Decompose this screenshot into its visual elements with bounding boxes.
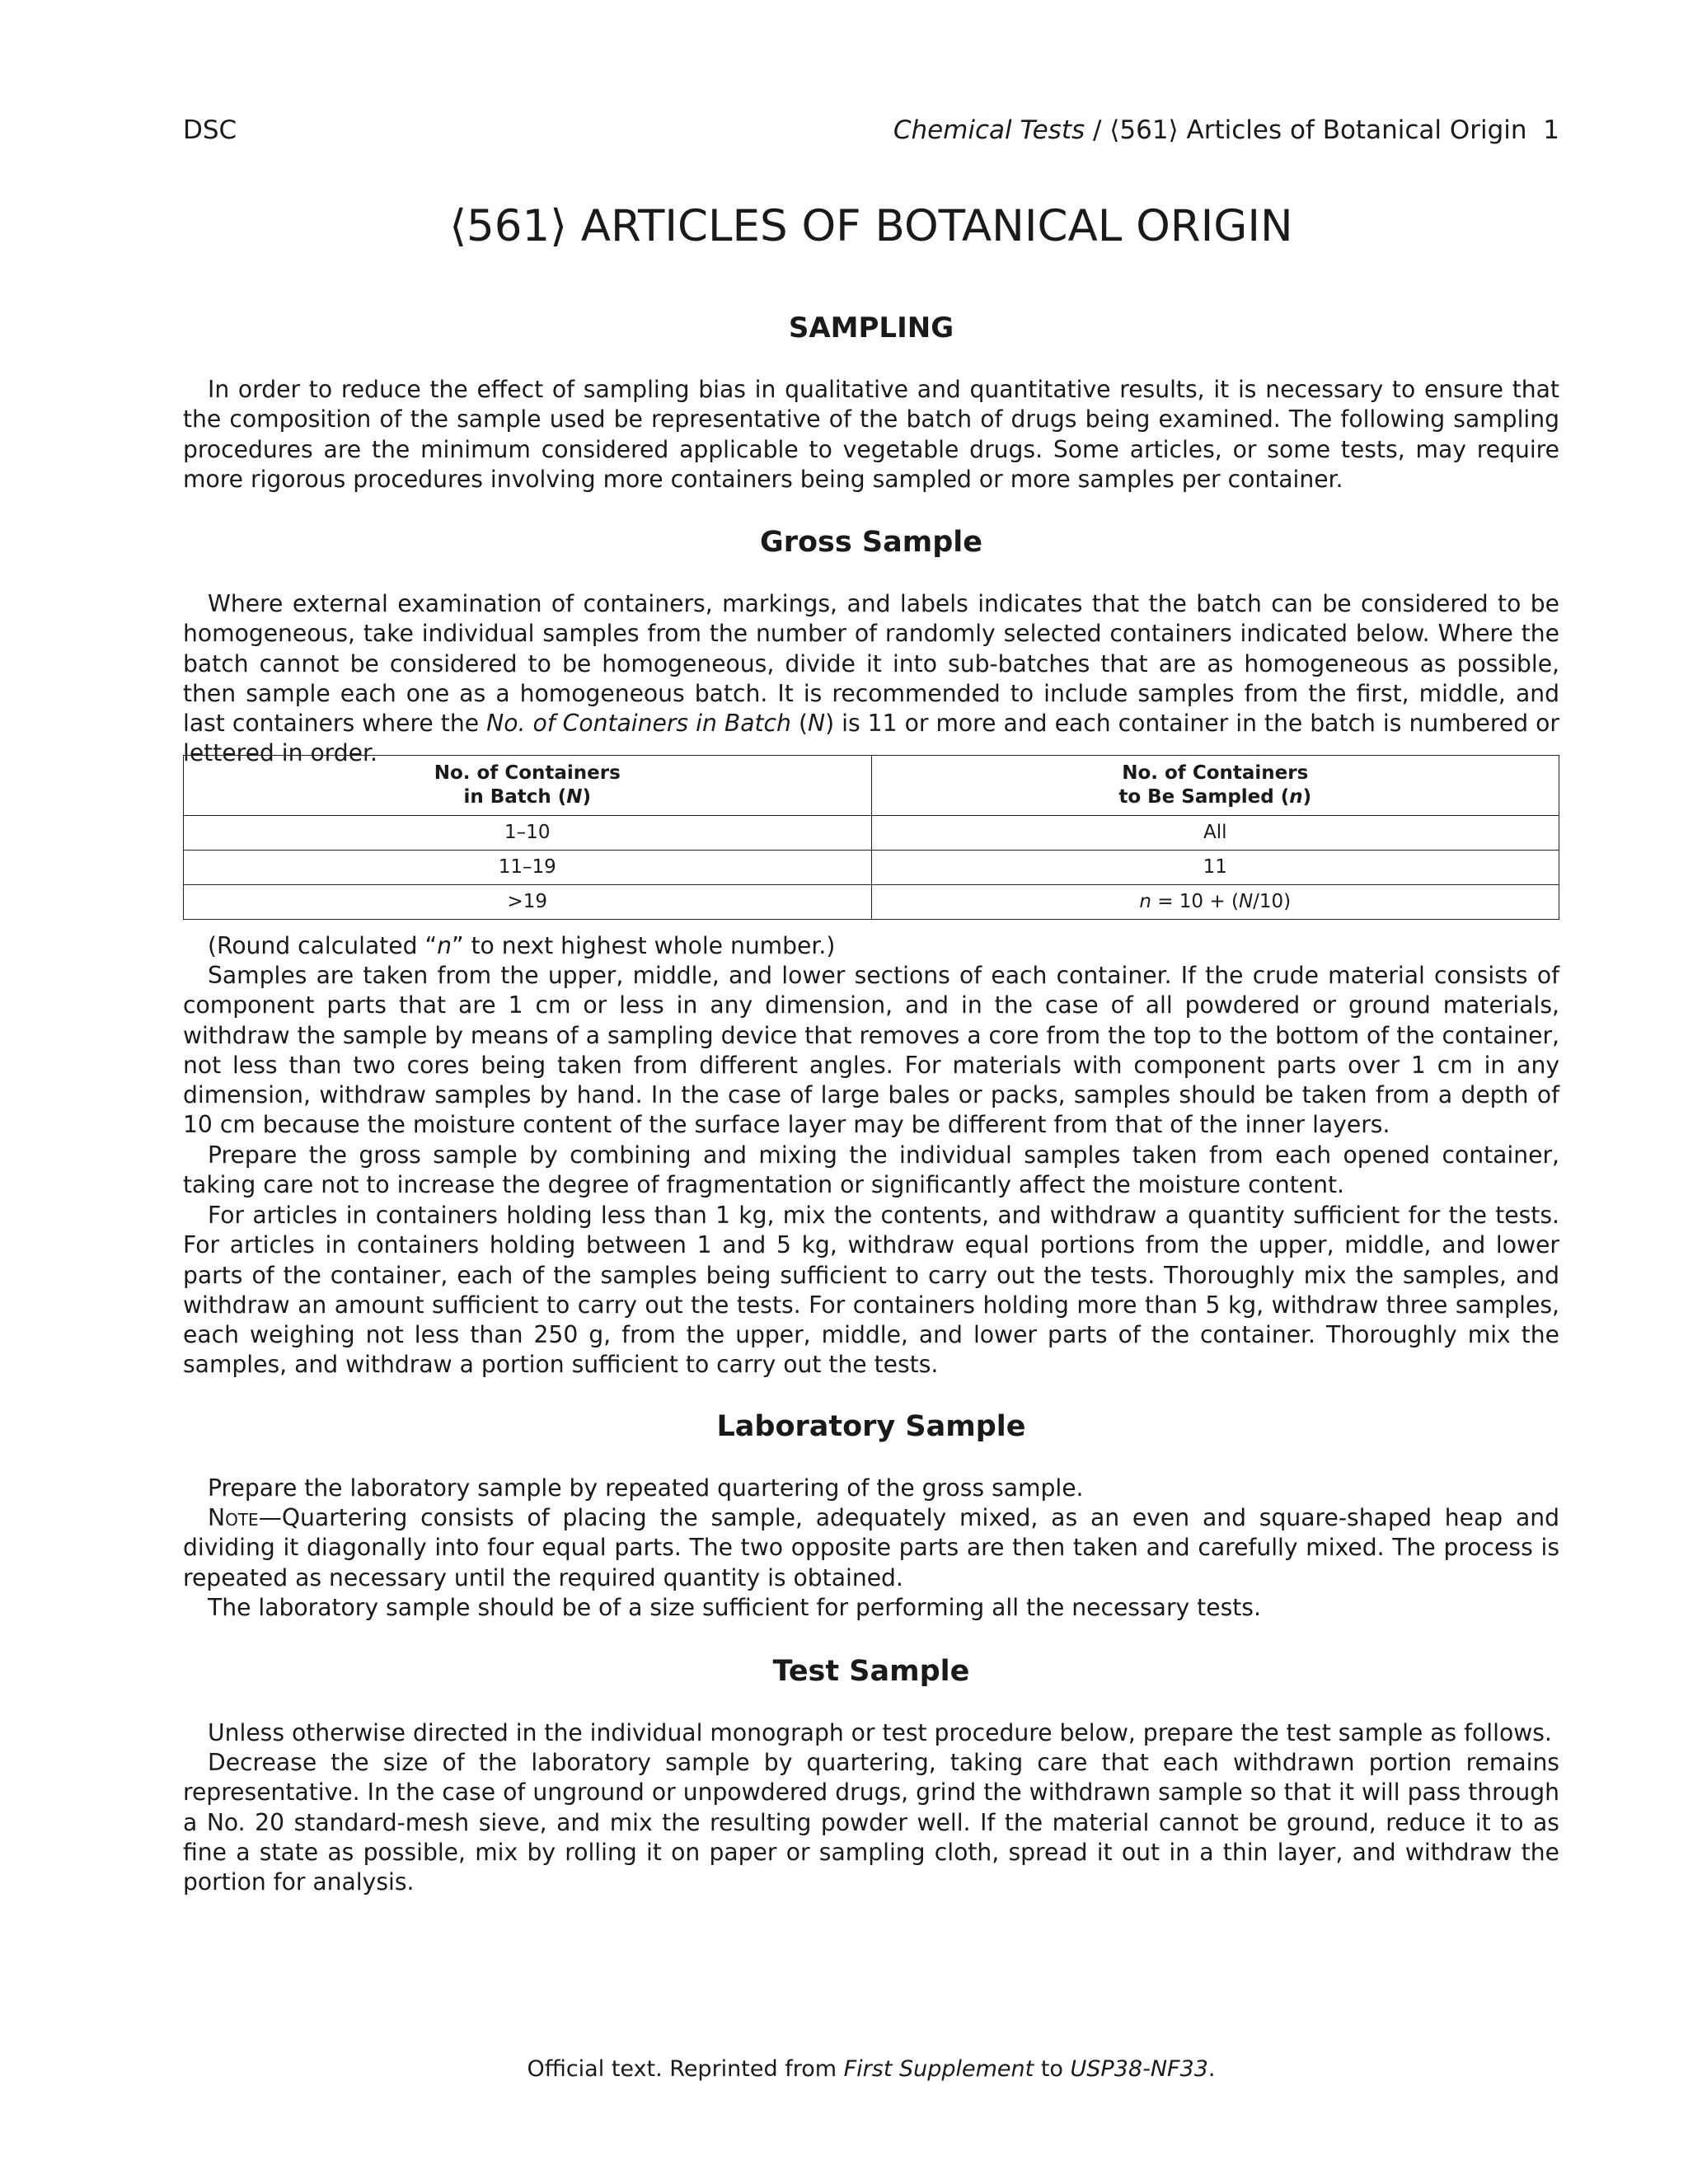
table-cell: 11 [871, 851, 1559, 885]
table-header-row [184, 756, 1559, 816]
gross-sample-intro: Where external examination of containers, markings, and labels indicates that the batch can be considered to be homogeneous, take individual samples from the number of randomly selected containers indicated below. Where the batch cannot be considered to be homogeneous, divide it into sub-batches that are as homogeneous as possible, then sample each one as a homogeneous batch. It is recommended to include samples from the first, middle, and last containers where the No. of Containers in Batch (N) is 11 or more and each container in the batch is numbered or lettered in order. [183, 590, 1559, 767]
test-sample-paragraph-1: Unless otherwise directed in the individual monograph or test procedure below, prepare the test sample as follows. [208, 1719, 1552, 1746]
page-title: ⟨561⟩ ARTICLES OF BOTANICAL ORIGIN [449, 201, 1293, 251]
gross-sample-paragraph-1: Samples are taken from the upper, middle, and lower sections of each container. If the crude material consists of component parts that are 1 cm or less in any dimension, and in the case of all powdered or ground materials, withdraw the sample by means of a sampling device that removes a core from the top to the bottom of the container, not less than two cores being taken from different angles. For materials with component parts over 1 cm in any dimension, withdraw samples by hand. In the case of large bales or packs, samples should be taken from a depth of 10 cm because the moisture content of the surface layer may be different from that of the inner layers. [183, 962, 1559, 1139]
table-header-containers-to-sample: No. of Containers to Be Sampled (n) [871, 756, 1559, 816]
running-head [183, 114, 1559, 147]
note-label: Note [208, 1504, 259, 1531]
table-cell: >19 [184, 885, 872, 920]
laboratory-sample-paragraph-1: Prepare the laboratory sample by repeated quartering of the gross sample. [208, 1474, 1084, 1502]
table-row [184, 851, 1559, 885]
table-header-containers-in-batch: No. of Containers in Batch (N) [184, 756, 872, 816]
gross-sample-paragraph-3: For articles in containers holding less than 1 kg, mix the contents, and withdraw a quantity sufficient for the tests. For articles in containers holding between 1 and 5 kg, withdraw equal portions from the upper, middle, and lower parts of the container, each of the samples being sufficient to carry out the tests. Thoroughly mix the samples, and withdraw an amount sufficient to carry out the tests. For containers holding more than 5 kg, withdraw three samples, each weighing not less than 250 g, from the upper, middle, and lower parts of the container. Thoroughly mix the samples, and withdraw a portion sufficient to carry out the tests. [183, 1202, 1559, 1379]
laboratory-sample-note: Note—Quartering consists of placing the sample, adequately mixed, as an even and square-shaped heap and dividing it diagonally into four equal parts. The two opposite parts are then taken and carefully mixed. The process is repeated as necessary until the required quantity is obtained. [183, 1504, 1559, 1591]
table-cell-formula: n = 10 + (N/10) [871, 885, 1559, 920]
table-row [184, 816, 1559, 851]
table-cell: 1–10 [184, 816, 872, 851]
table-cell: 11–19 [184, 851, 872, 885]
test-sample-paragraph-2: Decrease the size of the laboratory sample by quartering, taking care that each withdrawn portion remains representative. In the case of unground or unpowdered drugs, grind the withdrawn sample so that it will pass through a No. 20 standard-mesh sieve, and mix the resulting powder well. If the material cannot be ground, reduce it to as fine a state as possible, mix by rolling it on paper or sampling cloth, spread it out in a thin layer, and withdraw the portion for analysis. [183, 1749, 1559, 1896]
running-head-left: DSC [183, 115, 237, 145]
table-cell: All [871, 816, 1559, 851]
running-head-chapter: / ⟨561⟩ Articles of Botanical Origin [1085, 115, 1527, 145]
gross-sample-paragraph-2: Prepare the gross sample by combining and mixing the individual samples taken from each opened container, taking care not to increase the degree of fragmentation or significantly affect the moisture content. [183, 1141, 1559, 1199]
heading-gross-sample: Gross Sample [760, 526, 982, 559]
heading-laboratory-sample: Laboratory Sample [716, 1410, 1026, 1443]
running-head-section: Chemical Tests [893, 115, 1085, 145]
footer-note: Official text. Reprinted from First Supplement to USP38-NF33. [527, 2056, 1216, 2082]
table-row [184, 885, 1559, 920]
round-note: (Round calculated “n” to next highest whole number.) [208, 932, 836, 959]
heading-sampling: SAMPLING [788, 312, 954, 344]
running-head-right [893, 114, 1559, 147]
laboratory-sample-paragraph-2: The laboratory sample should be of a size sufficient for performing all the necessary tests. [208, 1594, 1261, 1621]
sampling-intro: In order to reduce the effect of sampling bias in qualitative and quantitative results, it is necessary to ensure that the composition of the sample used be representative of the batch of drugs being examined. The following sampling procedures are the minimum considered applicable to vegetable drugs. Some articles, or some tests, may require more rigorous procedures involving more containers being sampled or more samples per container. [183, 376, 1559, 493]
sampling-table [183, 755, 1559, 920]
page-number: 1 [1543, 115, 1559, 145]
heading-test-sample: Test Sample [772, 1655, 970, 1688]
